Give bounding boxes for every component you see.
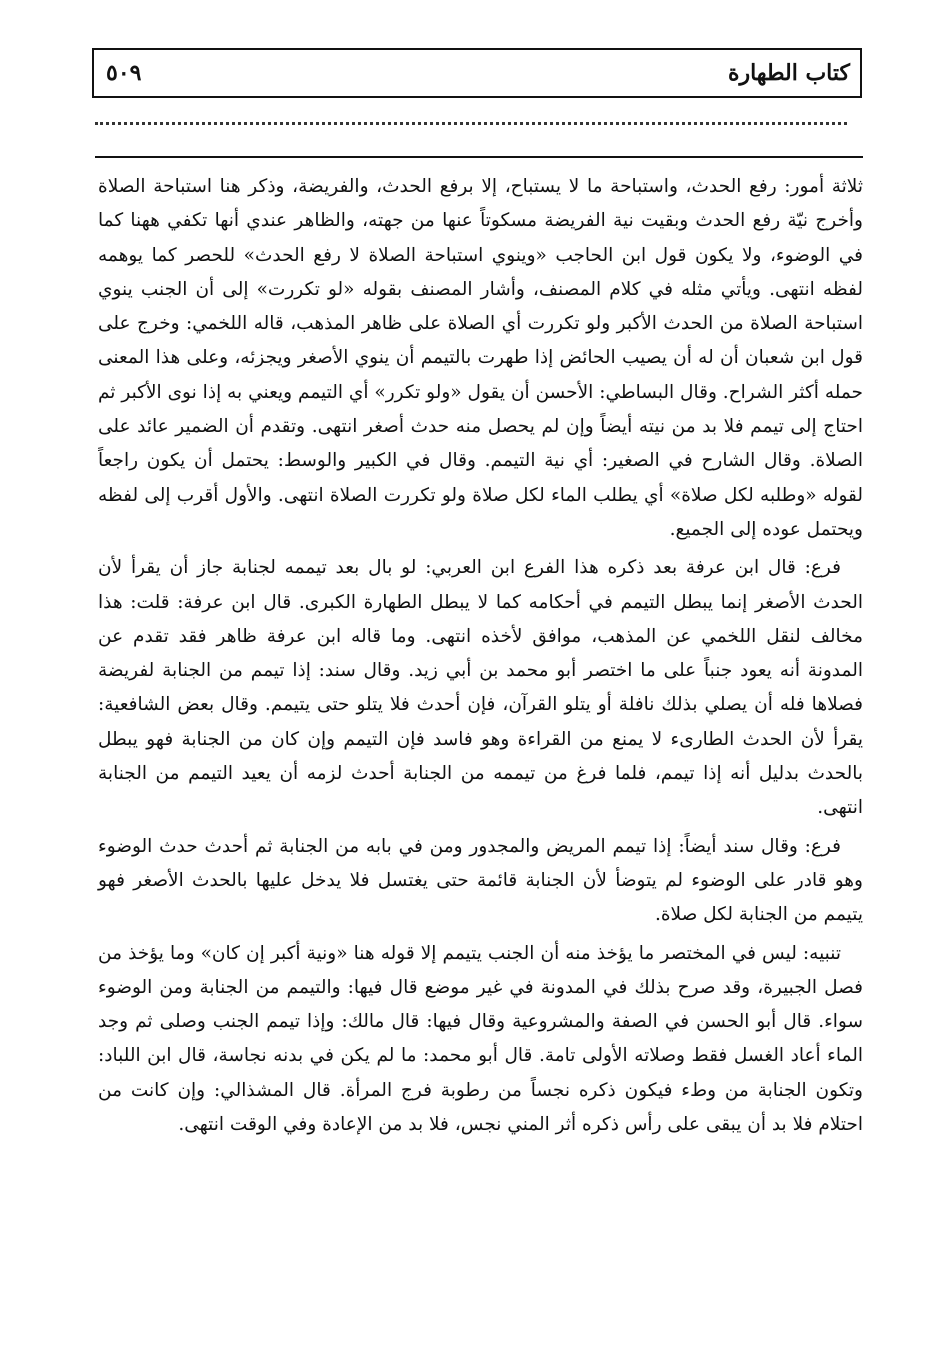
horizontal-rule [95, 156, 863, 158]
paragraph-2: فرع: قال ابن عرفة بعد ذكره هذا الفرع ابن العربي: لو بال بعد تيممه لجنابة جاز أن يقرأ لأن الحدث الأصغر إنما يبطل التيمم في أحكامه كما لا يبطل الطهارة الكبرى. قال ابن عرفة: قلت: هذا مخالف لنقل اللخمي عن المذهب، موافق لأخذه انتهى. وما قاله ابن عرفة ظاهر فقد تقدم عن المدونة أنه يعود جنباً على ما اختصر أبو محمد بن أبي زيد. وقال سند: إذا تيمم من الجنابة لفريضة فصلاها فله أن يصلي بذلك نافلة أو يتلو القرآن، فإن أحدث فلا يتلو حتى يتيمم. وقال بعض الشافعية: يقرأ لأن الحدث الطارىء لا يمنع من القراءة وهو فاسد فإن التيمم وإن كان من الجنابة فهو يبطل بالحدث بدليل أنه إذا تيمم، فلما فرغ من تيممه من الجنابة أحدث لزمه أن يعيد التيمم من الجنابة انتهى. [98, 557, 863, 819]
paragraph-4: تنبيه: ليس في المختصر ما يؤخذ منه أن الجنب يتيمم إلا قوله هنا «ونية أكبر إن كان» وما يؤخذ من فصل الجبيرة، وقد صرح بذلك في المدونة في غير موضع قال فيها: والتيمم من الجنابة ومن الوضوء سواء. قال أبو الحسن في الصفة والمشروعية وقال فيها: قال مالك: وإذا تيمم الجنب وصلى ثم وجد الماء أعاد الغسل فقط وصلاته الأولى تامة. قال أبو محمد: ما لم يكن في بدنه نجاسة، قال ابن اللباد: وتكون الجنابة من وطء فيكون ذكره نجساً من رطوبة فرج المرأة. قال المشذالي: وإن كانت من احتلام فلا بد أن يبقى على رأس ذكره أثر المني نجس، فلا بد من الإعادة وفي الوقت انتهى. [98, 942, 863, 1136]
paragraph-3: فرع: وقال سند أيضاً: إذا تيمم المريض والمجدور ومن في بابه من الجنابة ثم أحدث حدث الوضوء وهو قادر على الوضوء لم يتوضأ لأن الجنابة قائمة حتى يغتسل فلا يدخل عليها بالحدث الأصغر فهو يتيمم من الجنابة لكل صلاة. [98, 835, 863, 926]
page-number: ٥٠٩ [106, 60, 142, 86]
body-text [98, 170, 863, 1142]
book-title: كتاب الطهارة [727, 60, 850, 86]
dotted-separator [95, 122, 847, 125]
paragraph-1: ثلاثة أمور: رفع الحدث، واستباحة ما لا يستباح، إلا برفع الحدث، والفريضة، وذكر هنا استباحة الصلاة وأخرج نيّة رفع الحدث وبقيت نية الفريضة مسكوتاً عنها من جهته، والظاهر عندي أنها تكفي ههنا كما في الوضوء، ولا يكون قول ابن الحاجب «وينوي استباحة الصلاة لا رفع الحدث» للحصر كما يوهمه لفظه انتهى. ويأتي مثله في كلام المصنف، وأشار المصنف بقوله «لو تكررت» إلى أن الجنب ينوي استباحة الصلاة من الحدث الأكبر ولو تكررت أي الصلاة على ظاهر المذهب، قاله اللخمي: وخرج على قول ابن شعبان أن له أن يصيب الحائض إذا طهرت بالتيمم أن ينوي الأصغر ويجزئه، وعلى هذا المعنى حمله أكثر الشراح. وقال البساطي: الأحسن أن يقول «ولو تكرر» أي التيمم ويعني به إذا نوى الأكبر ثم احتاج إلى تيمم فلا بد من نيته أيضاً وإن لم يحصل منه حدث أصغر انتهى. وتقدم أن الضمير عائد على الصلاة. وقال الشارح في الصغير: أي نية التيمم. وقال في الكبير والوسط: يحتمل أن يكون راجعاً لقوله «وطلبه لكل صلاة» أي يطلب الماء لكل صلاة ولو تكررت الصلاة انتهى. والأول أقرب إلى لفظه ويحتمل عوده إلى الجميع. [98, 176, 863, 540]
running-header [92, 48, 862, 98]
